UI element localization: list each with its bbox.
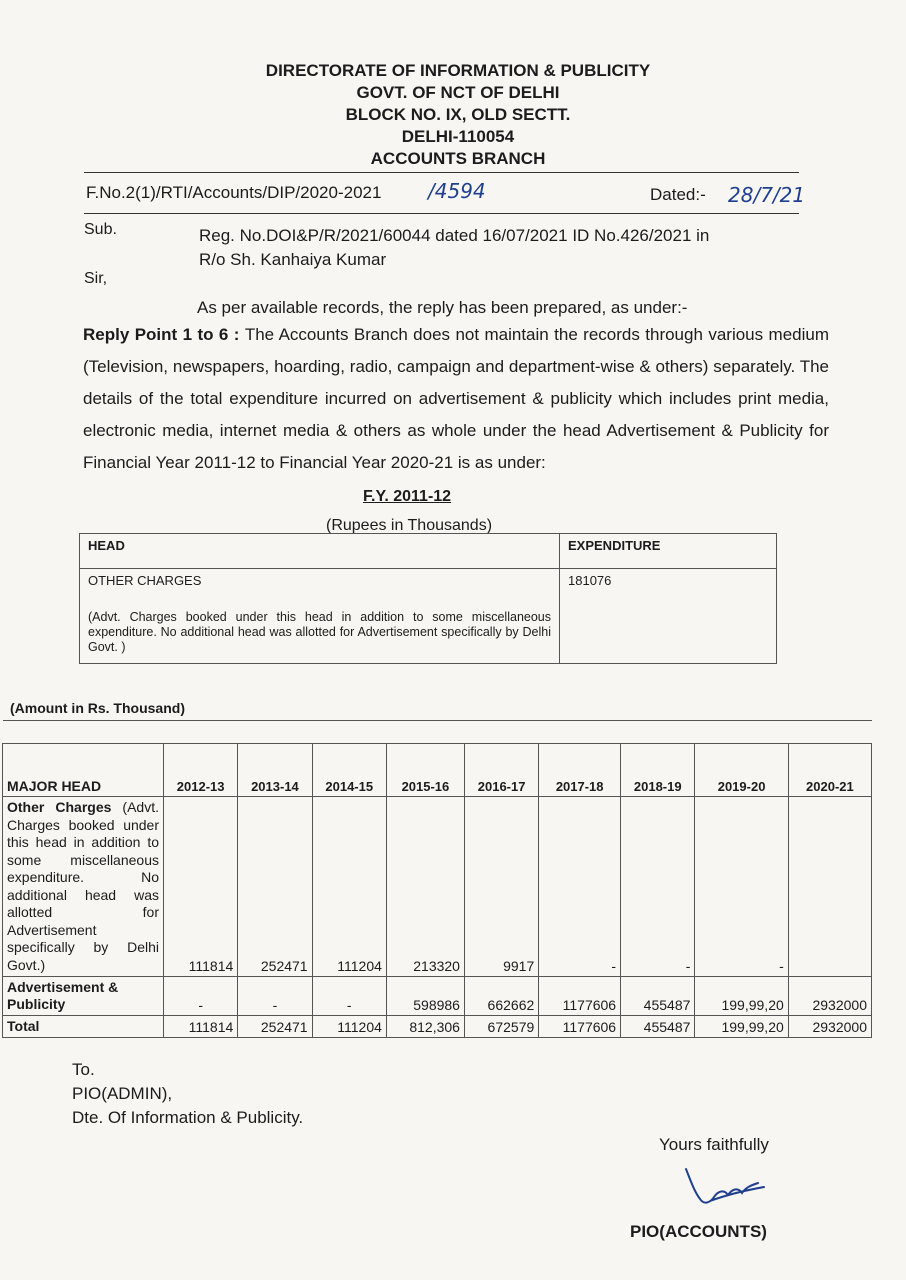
- letterhead-line-4: DELHI-110054: [401, 127, 515, 146]
- letterhead-line-1: DIRECTORATE OF INFORMATION & PUBLICITY: [265, 61, 651, 80]
- other-charges-value: 111204: [312, 797, 386, 977]
- adv-value: 455487: [621, 977, 695, 1016]
- letterhead-line-2: GOVT. OF NCT OF DELHI: [356, 83, 560, 102]
- table-row: [3, 721, 872, 744]
- recipient-dept: Dte. Of Information & Publicity.: [72, 1108, 304, 1127]
- letterhead-line-5: ACCOUNTS BRANCH: [370, 149, 546, 168]
- other-charges-value: -: [695, 797, 788, 977]
- dated-label: Dated:-: [650, 185, 706, 204]
- table-row: [3, 977, 872, 1016]
- other-charges-label: OTHER CHARGES: [88, 573, 202, 588]
- other-charges-value: -: [539, 797, 621, 977]
- handwritten-date: 28/7/21: [728, 183, 806, 207]
- other-charges-value: 9917: [464, 797, 538, 977]
- year-header: 2012-13: [164, 744, 238, 797]
- other-charges-desc: (Advt. Charges booked under this head in addition to some miscellaneous expenditure. No additional head was allotted for Advertisement specifically by Delhi Govt.): [7, 799, 159, 973]
- intro-line: As per available records, the reply has been prepared, as under:-: [197, 298, 688, 317]
- other-charges-value: 252471: [238, 797, 312, 977]
- subject-line-1: Reg. No.DOI&P/R/2021/60044 dated 16/07/2021 ID No.426/2021 in: [199, 226, 710, 245]
- other-charges-value: -: [621, 797, 695, 977]
- reply-label: Reply Point 1 to 6: [83, 325, 229, 344]
- table-row: [3, 797, 872, 977]
- total-value: 111204: [312, 1016, 386, 1038]
- year-header: 2014-15: [312, 744, 386, 797]
- salutation: Sir,: [84, 270, 108, 287]
- adv-value: 598986: [386, 977, 464, 1016]
- signatory-designation: PIO(ACCOUNTS): [630, 1222, 767, 1241]
- other-charges-cell: [80, 569, 560, 664]
- total-value: 1177606: [539, 1016, 621, 1038]
- adv-value: 1177606: [539, 977, 621, 1016]
- file-reference-bar: [84, 172, 806, 214]
- total-value: 111814: [164, 1016, 238, 1038]
- table-top-rule: [3, 721, 872, 744]
- major-head-header: MAJOR HEAD: [3, 744, 164, 797]
- other-charges-note: (Advt. Charges booked under this head in addition to some miscellaneous expenditure. No additional head was allotted for Advertisement specifically by Delhi Govt. ): [88, 610, 551, 654]
- year-header: 2013-14: [238, 744, 312, 797]
- fy-heading: F.Y. 2011-12: [363, 488, 452, 505]
- other-charges-title: Other Charges: [7, 799, 112, 815]
- adv-value: -: [312, 977, 386, 1016]
- total-value: 2932000: [788, 1016, 871, 1038]
- total-label: Total: [3, 1016, 164, 1038]
- expenditure-header-cell: EXPENDITURE: [560, 534, 777, 569]
- year-header: 2019-20: [695, 744, 788, 797]
- table-row: [80, 534, 777, 569]
- reply-text: The Accounts Branch does not maintain the records through various medium (Television, newspapers, hoarding, radio, campaign and department-wise & others) separately. The details of the total expenditure incurred on advertisement & publicity which includes print media, electronic media, internet media & others as whole under the head Advertisement & Publicity for Financial Year 2011-12 to Financial Year 2020-21 is as under:: [83, 325, 829, 472]
- adv-value: -: [238, 977, 312, 1016]
- advertisement-publicity-label: Advertisement & Publicity: [3, 977, 164, 1016]
- adv-value: 199,99,20: [695, 977, 788, 1016]
- subject-text: [199, 224, 789, 272]
- total-value: 812,306: [386, 1016, 464, 1038]
- table-row: [3, 744, 872, 797]
- adv-value: 2932000: [788, 977, 871, 1016]
- head-header-cell: HEAD: [80, 534, 560, 569]
- total-value: 199,99,20: [695, 1016, 788, 1038]
- amount-label: (Amount in Rs. Thousand): [10, 700, 185, 716]
- recipient-name: PIO(ADMIN),: [72, 1084, 173, 1103]
- other-charges-value: [788, 797, 871, 977]
- total-value: 672579: [464, 1016, 538, 1038]
- yours-faithfully: Yours faithfully: [659, 1135, 769, 1154]
- adv-value: -: [164, 977, 238, 1016]
- subject-label: Sub.: [84, 221, 117, 238]
- file-number: F.No.2(1)/RTI/Accounts/DIP/2020-2021: [86, 183, 382, 202]
- letterhead-line-3: BLOCK NO. IX, OLD SECTT.: [345, 105, 571, 124]
- year-header: 2018-19: [621, 744, 695, 797]
- subject-line-2: R/o Sh. Kanhaiya Kumar: [199, 250, 387, 269]
- reply-separator: :: [228, 325, 245, 344]
- rupees-note: (Rupees in Thousands): [326, 517, 493, 534]
- to-label: To.: [72, 1060, 95, 1079]
- adv-value: 662662: [464, 977, 538, 1016]
- letterhead: [0, 60, 906, 170]
- other-charges-desc-cell: [3, 797, 164, 977]
- handwritten-file-number: /4594: [428, 179, 486, 203]
- yearwise-expenditure-table: [2, 720, 872, 1038]
- other-charges-value: 111814: [164, 797, 238, 977]
- year-header: 2020-21: [788, 744, 871, 797]
- year-header: 2017-18: [539, 744, 621, 797]
- other-charges-value: 213320: [386, 797, 464, 977]
- reply-paragraph: [83, 319, 829, 479]
- total-value: 252471: [238, 1016, 312, 1038]
- table-row: [80, 569, 777, 664]
- recipient-block: [72, 1058, 303, 1130]
- year-header: 2015-16: [386, 744, 464, 797]
- table-row: [3, 1016, 872, 1038]
- signature-icon: [680, 1165, 770, 1215]
- total-value: 455487: [621, 1016, 695, 1038]
- fy-2011-12-table: [79, 533, 777, 664]
- year-header: 2016-17: [464, 744, 538, 797]
- expenditure-value-cell: 181076: [560, 569, 777, 664]
